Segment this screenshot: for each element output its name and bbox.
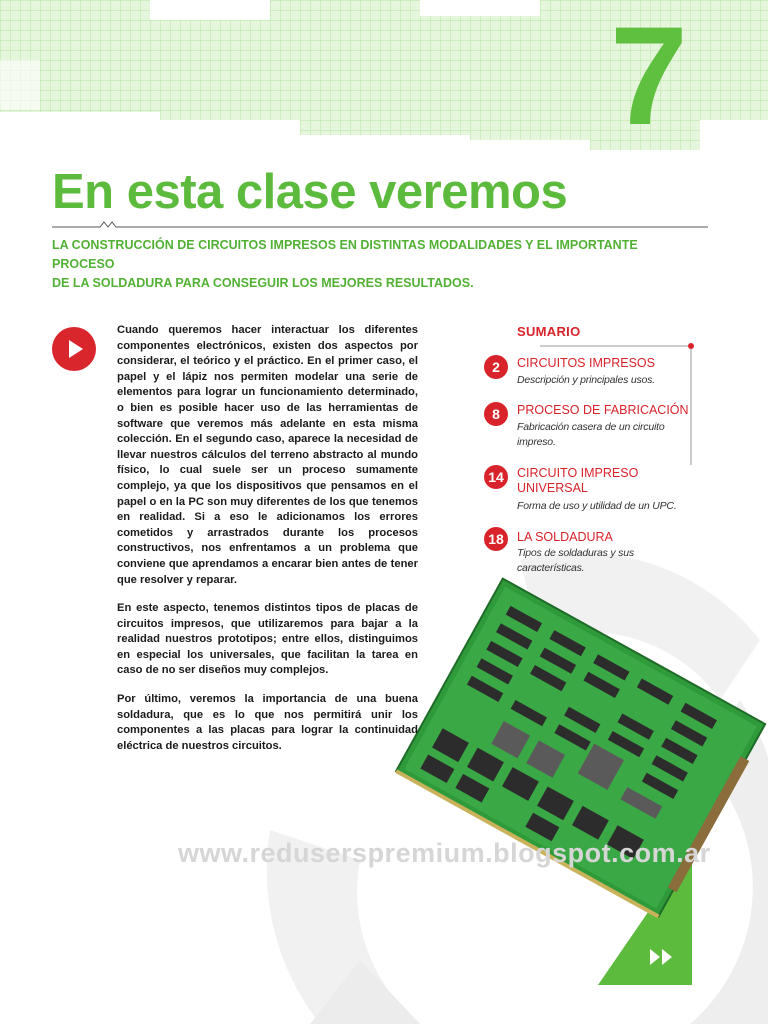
sumario-title: SUMARIO bbox=[517, 324, 581, 339]
body-paragraph-2: En este aspecto, tenemos distintos tipos de placas de circuitos impresos, que utilizaremos para bajar a la realidad nuestros prototipos; entre ellos, distinguimos en especial los universales, que facilitan la tarea en caso de no ser diseños muy complejos. bbox=[117, 602, 418, 677]
sumario-item-heading: PROCESO DE FABRICACIÓN bbox=[517, 403, 689, 417]
double-chevron-right-icon[interactable] bbox=[648, 946, 678, 968]
play-button[interactable] bbox=[52, 327, 96, 371]
title-underline bbox=[0, 218, 768, 234]
chapter-number: 7 bbox=[610, 0, 688, 154]
sumario-item-page: 14 bbox=[484, 465, 508, 489]
body-text bbox=[117, 323, 418, 767]
page-title: En esta clase veremos bbox=[52, 165, 568, 219]
sumario-item-description: Descripción y principales usos. bbox=[517, 374, 655, 386]
play-icon bbox=[52, 327, 96, 371]
sumario-item-description: Fabricación casera de un circuito impreso. bbox=[517, 421, 665, 448]
sumario-item-page: 18 bbox=[484, 527, 508, 551]
sumario-item-heading: CIRCUITO IMPRESO UNIVERSAL bbox=[517, 466, 639, 495]
sumario-item-description: Tipos de soldaduras y sus características. bbox=[517, 547, 634, 574]
watermark-url: www.reduserspremium.blogspot.com.ar bbox=[178, 838, 711, 868]
lead-line-2: DE LA SOLDADURA PARA CONSEGUIR LOS MEJORES RESULTADOS. bbox=[52, 276, 474, 290]
sumario-item-page: 8 bbox=[484, 402, 508, 426]
sumario-item-heading: LA SOLDADURA bbox=[517, 530, 613, 544]
sumario-item-description: Forma de uso y utilidad de un UPC. bbox=[517, 500, 677, 512]
body-paragraph-1: Cuando queremos hacer interactuar los diferentes componentes electrónicos, existen dos aspectos por considerar, el teórico y el práctico. En el primer caso, el papel y el lápiz nos permiten modelar una serie de elementos para lograr un funcionamiento determinado, o bien es posible hacer uso de las herramientas de software que veremos más adelante en esta misma colección. En el segundo caso, aparece la necesidad de llevar nuestros cálculos del terreno abstracto al mundo físico, lo cual suele ser un proceso sumamente complejo, ya que los dispositivos que pensamos en el papel o en la PC son muy diferentes de los que tenemos en realidad. Si a eso le adicionamos los errores cometidos y arrastrados durante los procesos constructivos, nos enfrentamos a un problema que conviene que aprendamos a encarar bien antes de tener que resolver y reparar. bbox=[117, 324, 418, 586]
lead-paragraph bbox=[52, 236, 672, 293]
lead-line-1: LA CONSTRUCCIÓN DE CIRCUITOS IMPRESOS EN DISTINTAS MODALIDADES Y EL IMPORTANTE PROCESO bbox=[52, 238, 638, 271]
body-paragraph-3: Por último, veremos la importancia de una buena soldadura, que es lo que nos permitirá unir los componentes a las placas para lograr la continuidad eléctrica de nuestros circuitos. bbox=[117, 693, 418, 752]
sumario-item-heading: CIRCUITOS IMPRESOS bbox=[517, 356, 655, 370]
sumario-item-page: 2 bbox=[484, 355, 508, 379]
